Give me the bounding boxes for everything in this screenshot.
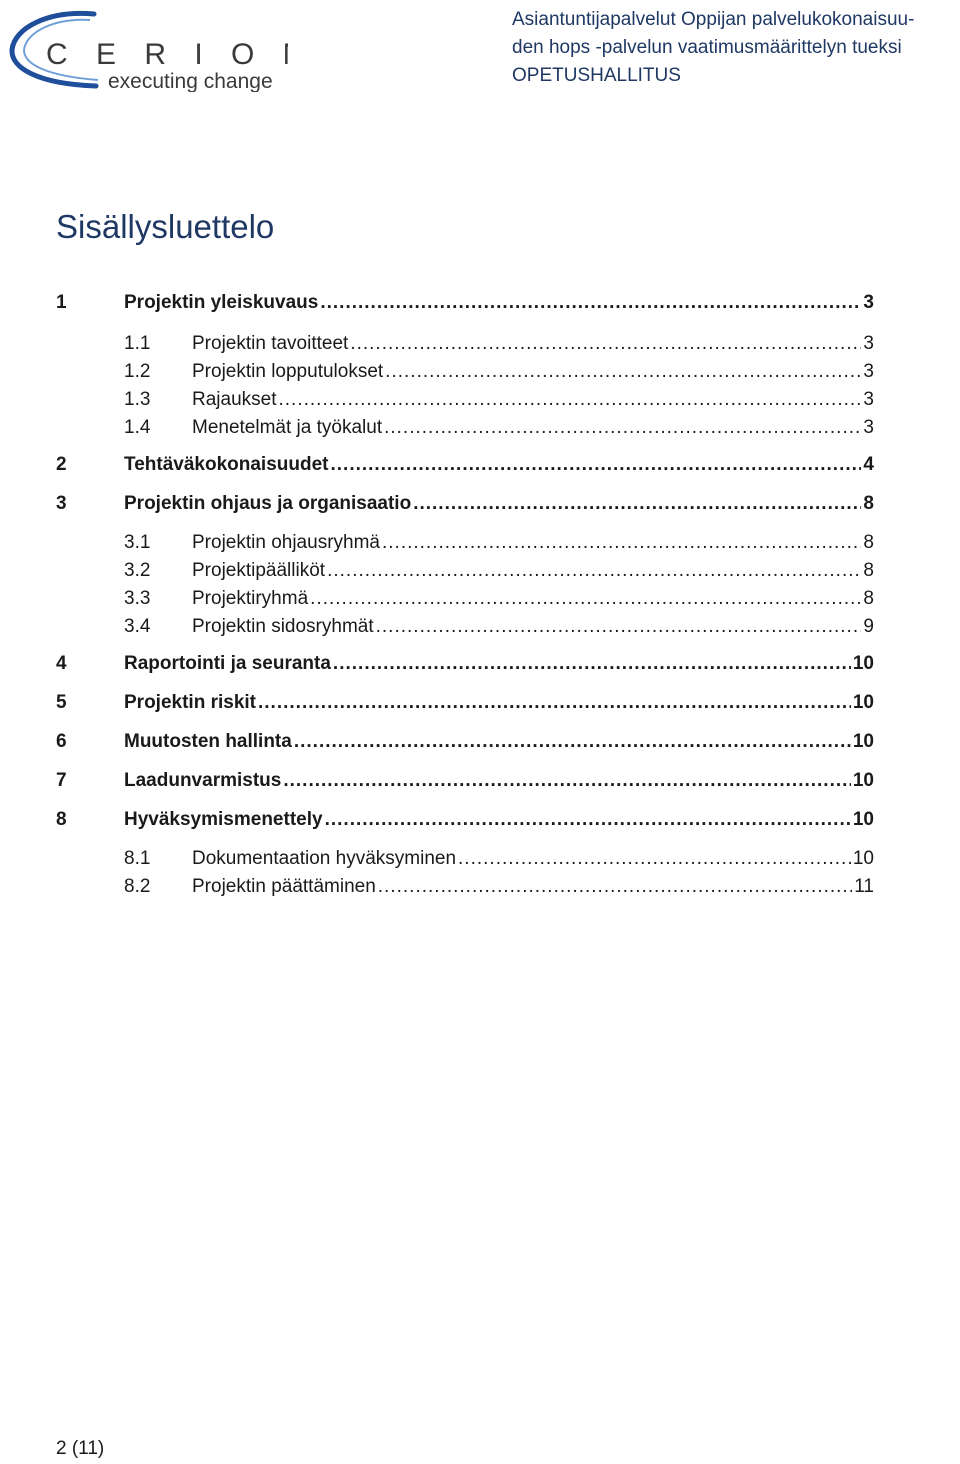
toc-dot-leader — [330, 454, 861, 476]
toc-dot-leader — [413, 493, 861, 515]
toc-entry[interactable] — [56, 493, 874, 521]
toc-entry-number: 1.1 — [124, 333, 151, 354]
page-title: Sisällysluettelo — [56, 208, 275, 245]
toc-entry-number: 6 — [56, 731, 67, 752]
toc-entry-number: 3.3 — [124, 588, 151, 609]
toc-entry-page: 8 — [863, 493, 874, 514]
toc-entry-title: Hyväksymismenettely — [124, 809, 323, 830]
toc-entry-page: 10 — [852, 653, 874, 674]
toc-dot-leader — [384, 417, 861, 439]
toc-entry[interactable] — [56, 848, 874, 876]
toc-entry-title: Projektipäälliköt — [192, 560, 326, 581]
toc-entry[interactable] — [56, 770, 874, 798]
toc-dot-leader — [320, 292, 861, 314]
toc-entry[interactable] — [56, 588, 874, 616]
toc-entry[interactable] — [56, 653, 874, 681]
toc-entry-title: Projektin ohjausryhmä — [192, 532, 380, 553]
toc-dot-leader — [310, 588, 861, 610]
toc-entry-title: Projektin lopputulokset — [192, 361, 384, 382]
toc-entry-number: 4 — [56, 653, 67, 674]
toc-entry-title: Menetelmät ja työkalut — [192, 417, 383, 438]
toc-entry-page: 3 — [863, 333, 874, 354]
toc-dot-leader — [378, 876, 852, 898]
toc-entry[interactable] — [56, 731, 874, 759]
toc-entry-number: 3.1 — [124, 532, 151, 553]
toc-entry[interactable] — [56, 809, 874, 837]
toc-dot-leader — [283, 770, 851, 792]
toc-entry-number: 1.2 — [124, 361, 151, 382]
toc-entry[interactable] — [56, 454, 874, 482]
toc-dot-leader — [325, 809, 851, 831]
toc-entry-title: Projektin tavoitteet — [192, 333, 349, 354]
toc-entry[interactable] — [56, 333, 874, 361]
toc-dot-leader — [382, 532, 861, 554]
toc-entry-number: 3 — [56, 493, 67, 514]
toc-entry-page: 8 — [863, 560, 874, 581]
toc-entry[interactable] — [56, 532, 874, 560]
toc-entry-number: 1.4 — [124, 417, 151, 438]
toc-entry-page: 10 — [852, 809, 874, 830]
toc-entry[interactable] — [56, 361, 874, 389]
toc-entry[interactable] — [56, 417, 874, 445]
toc-entry-number: 7 — [56, 770, 67, 791]
toc-entry-number: 3.4 — [124, 616, 151, 637]
toc-entry-page: 3 — [863, 389, 874, 410]
toc-dot-leader — [333, 653, 851, 675]
document-header — [512, 6, 952, 90]
toc-entry-title: Dokumentaation hyväksyminen — [192, 848, 457, 869]
toc-entry[interactable] — [56, 292, 874, 320]
toc-entry-page: 3 — [863, 417, 874, 438]
toc-entry-page: 10 — [852, 692, 874, 713]
toc-entry-title: Projektin yleiskuvaus — [124, 292, 319, 313]
toc-entry-title: Laadunvarmistus — [124, 770, 282, 791]
toc-entry-page: 4 — [863, 454, 874, 475]
toc-entry-number: 3.2 — [124, 560, 151, 581]
toc-entry-page: 3 — [863, 292, 874, 313]
toc-entry-number: 8.1 — [124, 848, 151, 869]
toc-entry-page: 3 — [863, 361, 874, 382]
toc-dot-leader — [376, 616, 862, 638]
page-number: 2 (11) — [56, 1438, 105, 1459]
toc-entry-title: Projektin ohjaus ja organisaatio — [124, 493, 412, 514]
toc-dot-leader — [327, 560, 861, 582]
toc-dot-leader — [350, 333, 861, 355]
toc-entry-number: 1.3 — [124, 389, 151, 410]
toc-entry-title: Projektin riskit — [124, 692, 256, 713]
toc-dot-leader — [279, 389, 862, 411]
header-line: Asiantuntijapalvelut Oppijan palvelukokonaisuu- — [512, 9, 915, 30]
toc-dot-leader — [258, 692, 851, 714]
toc-dot-leader — [458, 848, 851, 870]
cerion-logo-graphic — [8, 6, 288, 92]
logo-brand: C E R I O N — [46, 38, 288, 71]
header-line: den hops -palvelun vaatimusmäärittelyn tueksi — [512, 37, 902, 58]
toc-entry-number: 8.2 — [124, 876, 151, 897]
toc-entry-page: 11 — [854, 876, 874, 897]
cerion-logo — [8, 6, 288, 92]
toc-entry-number: 5 — [56, 692, 67, 713]
toc-entry-page: 10 — [852, 770, 874, 791]
toc-entry-title: Raportointi ja seuranta — [124, 653, 331, 674]
toc-entry-title: Projektiryhmä — [192, 588, 309, 609]
toc-entry-page: 8 — [863, 588, 874, 609]
toc-dot-leader — [294, 731, 851, 753]
toc-entry[interactable] — [56, 876, 874, 904]
toc-entry-number: 2 — [56, 454, 67, 475]
toc-entry-title: Muutosten hallinta — [124, 731, 292, 752]
toc-dot-leader — [385, 361, 861, 383]
toc-entry-page: 10 — [852, 848, 874, 869]
logo-tagline: executing change — [108, 70, 273, 92]
toc-entry-number: 1 — [56, 292, 67, 313]
toc-entry[interactable] — [56, 692, 874, 720]
header-line: OPETUSHALLITUS — [512, 65, 681, 86]
toc-entry-number: 8 — [56, 809, 67, 830]
toc-entry-title: Projektin sidosryhmät — [192, 616, 374, 637]
toc-entry-title: Tehtäväkokonaisuudet — [124, 454, 329, 475]
toc-entry-page: 10 — [852, 731, 874, 752]
toc-entry-title: Rajaukset — [192, 389, 277, 410]
toc-entry-page: 8 — [863, 532, 874, 553]
toc-entry-title: Projektin päättäminen — [192, 876, 376, 897]
toc-entry[interactable] — [56, 389, 874, 417]
toc-entry[interactable] — [56, 616, 874, 644]
toc-entry[interactable] — [56, 560, 874, 588]
toc-entry-page: 9 — [863, 616, 874, 637]
